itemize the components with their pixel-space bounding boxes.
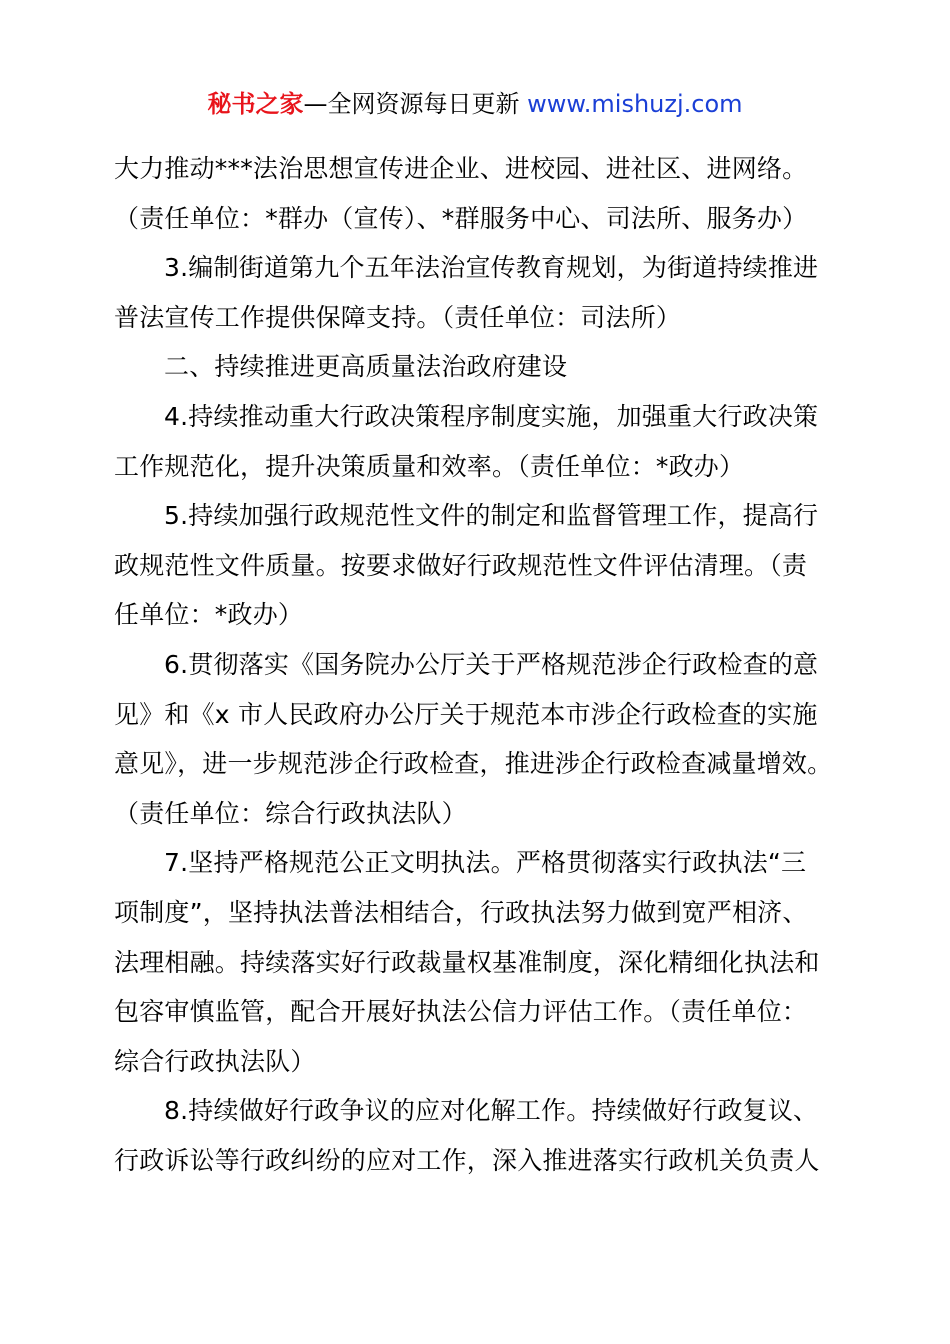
text-line: 3.编制街道第九个五年法治宣传教育规划，为街道持续推进 <box>164 253 819 283</box>
text-line: （责任单位：*群办（宣传）、*群服务中心、司法所、服务办） <box>114 203 808 233</box>
website-url[interactable]: www.mishuzj.com <box>527 90 743 118</box>
text-line: 综合行政执法队） <box>114 1046 316 1076</box>
text-line: 行政诉讼等行政纠纷的应对工作，深入推进落实行政机关负责人 <box>114 1145 820 1175</box>
text-line: 任单位：*政办） <box>114 600 304 630</box>
text-line: 5.持续加强行政规范性文件的制定和监督管理工作，提高行 <box>164 501 819 531</box>
text-line: 4.持续推动重大行政决策程序制度实施，加强重大行政决策 <box>164 401 819 431</box>
text-line: （责任单位：综合行政执法队） <box>114 798 467 828</box>
header-slogan: —全网资源每日更新 <box>303 90 520 118</box>
document-body <box>114 144 844 1185</box>
text-line: 大力推动***法治思想宣传进企业、进校园、进社区、进网络。 <box>114 154 808 183</box>
text-line: 8.持续做好行政争议的应对化解工作。持续做好行政复议、 <box>164 1096 819 1126</box>
section-heading: 二、持续推进更高质量法治政府建设 <box>164 352 568 382</box>
text-line: 法理相融。持续落实好行政裁量权基准制度，深化精细化执法和 <box>114 947 820 977</box>
text-line: 6.贯彻落实《国务院办公厅关于严格规范涉企行政检查的意 <box>164 649 819 679</box>
text-line: 工作规范化，提升决策质量和效率。（责任单位：*政办） <box>114 451 745 481</box>
text-line: 项制度”，坚持执法普法相结合，行政执法努力做到宽严相济、 <box>114 897 808 927</box>
text-line: 7.坚持严格规范公正文明执法。严格贯彻落实行政执法“三 <box>164 848 807 878</box>
text-line: 见》和《x 市人民政府办公厅关于规范本市涉企行政检查的实施 <box>114 699 818 729</box>
text-line: 政规范性文件质量。按要求做好行政规范性文件评估清理。（责 <box>114 550 808 580</box>
brand-name: 秘书之家 <box>207 90 304 118</box>
text-line: 包容审慎监管，配合开展好执法公信力评估工作。（责任单位： <box>114 997 808 1027</box>
page-header <box>0 86 950 122</box>
text-line: 普法宣传工作提供保障支持。（责任单位：司法所） <box>114 302 682 332</box>
text-line: 意见》，进一步规范涉企行政检查，推进涉企行政检查减量增效。 <box>114 749 833 779</box>
